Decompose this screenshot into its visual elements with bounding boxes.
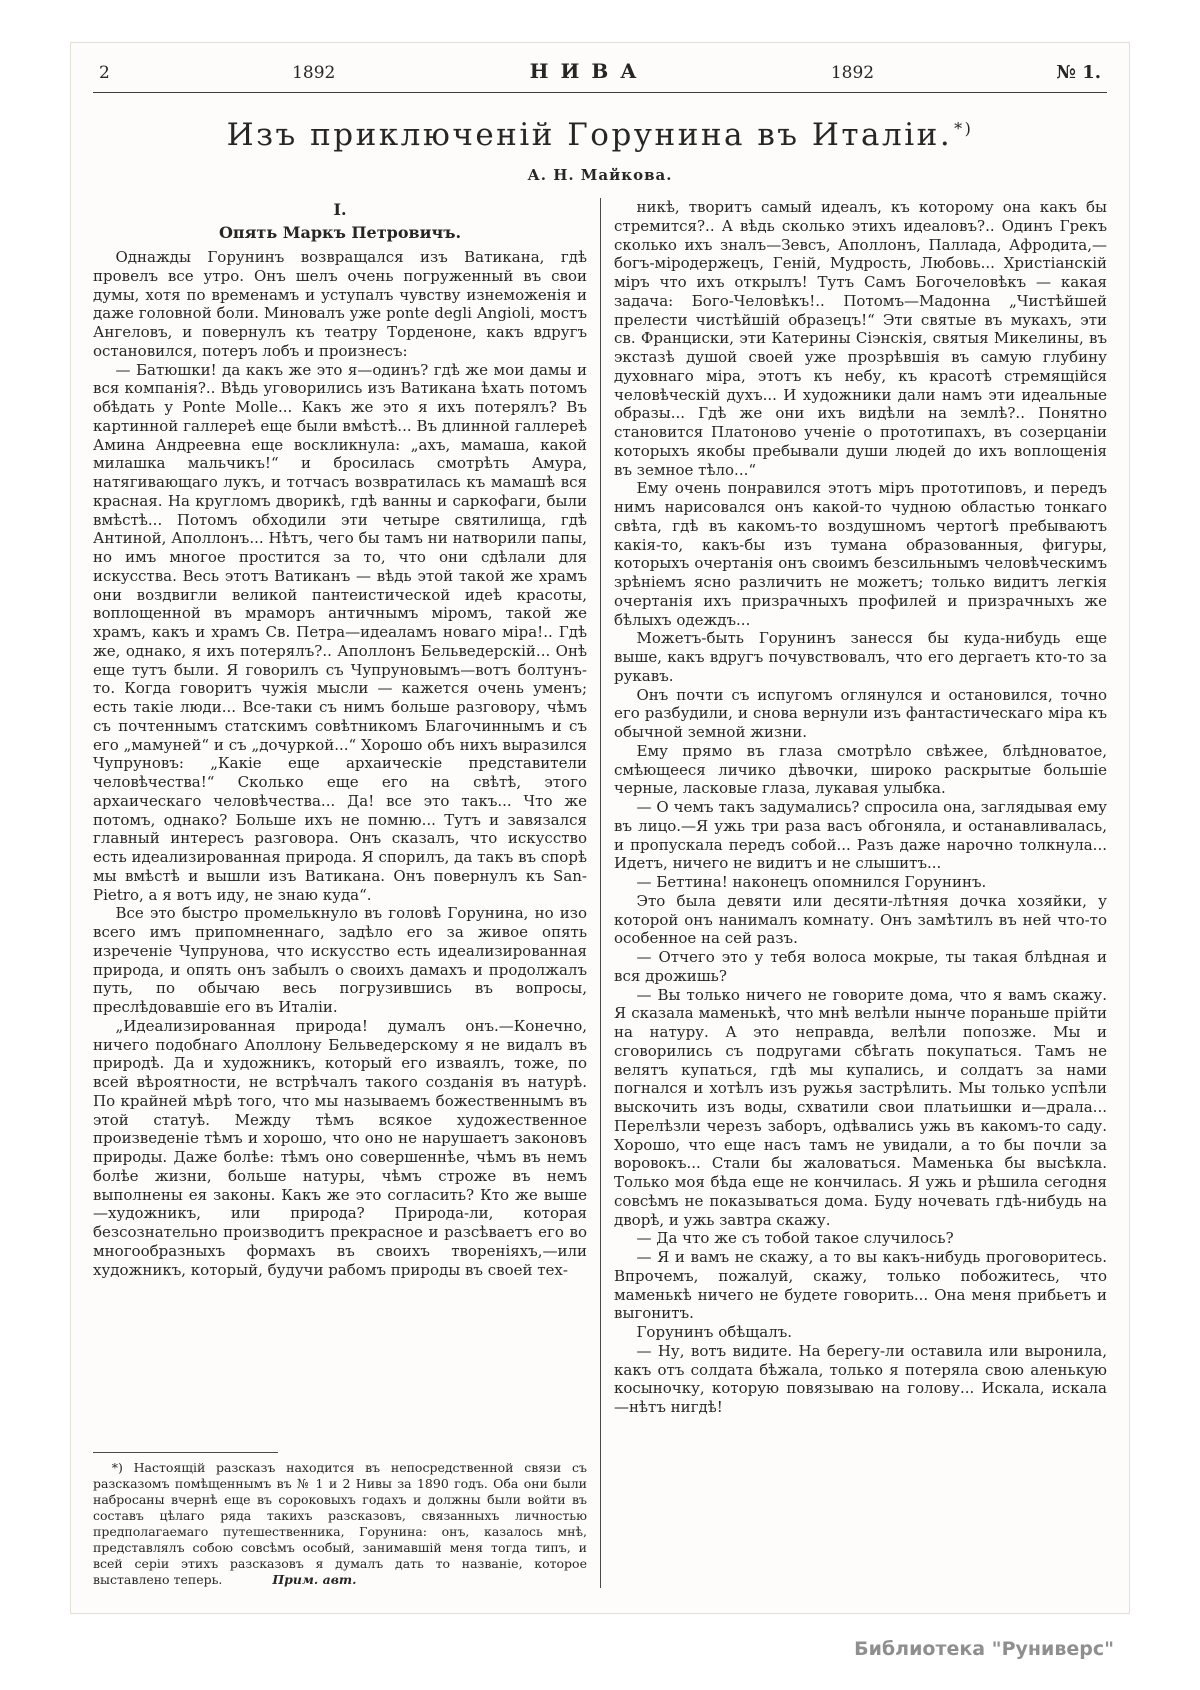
article-title-text: Изъ приключеній Горунина въ Италіи. xyxy=(226,117,953,153)
header-year-right: 1892 xyxy=(830,63,875,83)
paragraph: Горунинъ обѣщалъ. xyxy=(636,1323,793,1341)
paragraph: — Да что же съ тобой такое случилось? xyxy=(636,1229,954,1248)
article-title xyxy=(93,117,1107,153)
magazine-title: НИВА xyxy=(529,59,649,83)
article-columns xyxy=(93,198,1107,1588)
left-column xyxy=(93,198,600,1588)
right-column xyxy=(600,198,1107,1588)
paragraph: — О чемъ такъ задумались? спросила она, заглядывая ему въ лицо.—Я ужь три раза васъ обгоняла, и останавливалась, и пропускала передъ собой... Разъ даже нарочно толкнула... Идетъ, ничего не видитъ и не слышитъ... xyxy=(614,798,1107,873)
paragraph: Можетъ-быть Горунинъ занесся бы куда-нибудь еще выше, какъ вдругъ почувствовалъ, что его дергаетъ кто-то за рукавъ. xyxy=(614,629,1107,685)
issue-number: № 1. xyxy=(1056,62,1101,83)
left-column-text xyxy=(93,248,587,1279)
paragraph: Ему прямо въ глаза смотрѣло свѣжее, блѣдноватое, смѣющееся личико дѣвочки, широко раскрытые большіе черные, ласковые глаза, лукавая улыбка. xyxy=(614,741,1107,798)
paragraph: — Беттина! наконецъ опомнился Горунинъ. xyxy=(636,873,987,891)
footnote-signature: Прим. авт. xyxy=(272,1572,357,1587)
magazine-page xyxy=(70,42,1130,1614)
paragraph: — Отчего это у тебя волоса мокрые, ты такая блѣдная и вся дрожишь? xyxy=(614,948,1107,985)
header-year-left: 1892 xyxy=(292,63,336,83)
paragraph: Это была девяти или десяти-лѣтняя дочка хозяйки, у которой онъ нанималъ комнату. Онъ замѣтилъ въ ней что-то особенное на сей разъ. xyxy=(614,891,1107,948)
paragraph: Онъ почти съ испугомъ оглянулся и остановился, точно его разбудили, и снова вернули изъ фантастическаго міра къ обычной земной жизни. xyxy=(614,685,1107,741)
footnote-text: *) Настоящій разсказъ находится въ непосредственной связи съ разсказомъ помѣщеннымъ въ № 1 и 2 Нивы за 1890 годъ. Оба они были набросаны вчернѣ еще въ сороковыхъ годахъ и должны были войти въ составъ цѣлаго ряда такихъ разсказовъ, связанныхъ личностью предполагаемаго путешественника, Горунина: онъ, казалось мнѣ, представлялъ собою совсѣмъ особый, занимавшій меня тогда типъ, и всей серіи этихъ разсказовъ я думалъ дать то названіе, которое выставлено теперь. xyxy=(93,1460,587,1587)
paragraph: — Ну, вотъ видите. На берегу-ли оставила или выронила, какъ отъ солдата бѣжала, только я потеряла свою аленькую косыночку, которую повязываю на голову... Искала, искала—нѣтъ нигдѣ! xyxy=(614,1341,1107,1416)
watermark: Библиотека "Руниверс" xyxy=(842,1630,1126,1668)
paragraph: „Идеализированная природа! думалъ онъ.—Конечно, ничего подобнаго Аполлону Бельведерскому я не видалъ въ природѣ. Да и художникъ, который его изваялъ, тоже, по всей вѣроятности, не встрѣчалъ такого созданія въ натурѣ. По крайней мѣрѣ того, что мы называемъ божественнымъ въ этой статуѣ. Между тѣмъ всякое художественное произведеніе тѣмъ и хорошо, что оно не нарушаетъ законовъ природы. Даже болѣе: тѣмъ оно совершеннѣе, чѣмъ въ немъ болѣе жизни, больше натуры, чѣмъ строже въ немъ выполнены ея законы. Какъ же это согласить? Кто же выше—художникъ, или природа? Природа-ли, которая безсознательно производитъ прекрасное и разсѣваетъ его во многообразныхъ формахъ въ своихъ твореніяхъ,—или художникъ, который, будучи рабомъ природы въ своей тех- xyxy=(93,1016,587,1279)
chapter-title: Опять Маркъ Петровичъ. xyxy=(218,223,462,242)
right-column-text xyxy=(614,198,1107,1417)
footnote-mark: *) xyxy=(954,118,974,138)
paragraph: — Вы только ничего не говорите дома, что я вамъ скажу. Я сказала маменькѣ, что мнѣ велѣли нынче пораньше прійти на натуру. А это неправда, велѣли попозже. Мы и сговорились съ подругами сбѣгать покупаться. Тамъ не велятъ купаться, гдѣ мы купались, и солдатъ за нами погнался и хотѣлъ изъ ружья застрѣлить. Мы только успѣли выскочить изъ воды, схватили свои платьишки и—драла... Перелѣзли черезъ заборъ, одѣвались ужь въ какомъ-то саду. Хорошо, что еще насъ тамъ не увидали, а то бы почли за воровокъ... Стали бы жаловаться. Маменька бы высѣкла. Только моя бѣда еще не кончилась. Я ужь и рѣшила сегодня совсѣмъ не показываться дома. Буду ночевать гдѣ-нибудь на дворѣ, и ужь завтра скажу. xyxy=(614,985,1107,1229)
article-author: А. Н. Майкова. xyxy=(527,166,673,184)
paragraph: Ему очень понравился этотъ міръ прототиповъ, и передъ нимъ нарисовался онъ какой-то чудною областью тонкаго свѣта, гдѣ въ какомъ-то воздушномъ чертогѣ пребываютъ какія-то, какъ-бы изъ тумана образованныя, фигуры, которыхъ очертанія онъ своимъ безсильнымъ человѣческимъ зрѣніемъ ясно различить не можетъ; только видитъ легкія очертанія ихъ призрачныхъ профилей и призрачныхъ же бѣлыхъ одеждъ... xyxy=(614,479,1107,629)
paragraph: — Я и вамъ не скажу, а то вы какъ-нибудь проговоритесь. Впрочемъ, пожалуй, скажу, только побожитесь, что маменькѣ ничего не будете говорить... Она меня прибьетъ и выгонитъ. xyxy=(614,1248,1107,1323)
paragraph: Однажды Горунинъ возвращался изъ Ватикана, гдѣ провелъ все утро. Онъ шелъ очень погруженный въ свои думы, хотя по временамъ и уступалъ чувству изнеможенія и даже головной боли. Миновалъ уже ponte degli Angioli, мостъ Ангеловъ, и повернулъ къ театру Торденоне, какъ вдругъ остановился, потеръ лобъ и произнесъ: xyxy=(93,248,587,360)
footnote xyxy=(93,1460,587,1588)
paragraph: Все это быстро промелькнуло въ головѣ Горунина, но изо всего имъ припомненнаго, задѣло его за живое опять изреченіе Чупрунова, что искусство есть идеализированная природа, и опять онъ забылъ о своихъ дамахъ и продолжалъ путь, по обычаю весь погрузившись въ вопросы, преслѣдовавшіе его въ Италіи. xyxy=(93,904,587,1016)
paragraph: никѣ, творитъ самый идеалъ, къ которому она какъ бы стремится?.. А вѣдь сколько этихъ идеаловъ?.. Одинъ Грекъ сколько ихъ зналъ—Зевсъ, Аполлонъ, Паллада, Афродита,—богъ-міродержецъ, Геній, Мудрость, Любовь... Христіанскій міръ что ихъ открылъ! Тутъ Самъ Богочеловѣкъ — какая задача: Бого-Человѣкъ!.. Потомъ—Мадонна „Чистѣйшей прелести чистѣйшій образецъ!“ Эти святые въ мукахъ, эти св. Франциски, эти Катерины Сіэнскія, святыя Микелины, въ экстазѣ душой своей уже прозрѣвшія въ самую глубину духовнаго міра, этотъ къ небу, къ красотѣ стремящійся человѣческій духъ... И художники дали намъ эти идеальные образы... Гдѣ же они ихъ видѣли на землѣ?.. Понятно становится Платоново ученіе о прототипахъ, въ созерцаніи которыхъ якобы пребывали души людей до ихъ воплощенія въ земное тѣло...“ xyxy=(614,198,1107,479)
footnote-separator xyxy=(93,1452,278,1453)
page-header xyxy=(93,59,1107,93)
paragraph: — Батюшки! да какъ же это я—одинъ? гдѣ же мои дамы и вся компанія?.. Вѣдь уговорились изъ Ватикана ѣхать потомъ обѣдать у Ponte Molle... Какъ же это я ихъ потерялъ? Въ картинной галлереѣ еще были вмѣстѣ... Въ длинной галлереѣ Амина Андреевна еще воскликнула: „ахъ, мамаша, какой милашка мальчикъ!“ и бросилась смотрѣть Амура, натягивающаго лукъ, и тотчасъ возвратилась къ мамашѣ вся красная. На кругломъ дворикѣ, гдѣ ванны и саркофаги, были вмѣстѣ... Потомъ обходили эти четыре святилища, гдѣ Антиной, Аполлонъ... Нѣтъ, чего бы тамъ ни натворили папы, но имъ многое простится за то, что они сдѣлали для искусства. Весь этотъ Ватиканъ — вѣдь этой такой же храмъ они воздвигли великой пантеистической идеѣ красоты, воплощенной въ мраморъ античнымъ міромъ, такой же храмъ, какъ и храмъ Св. Петра—идеаламъ новаго міра!.. Гдѣ же, однако, я ихъ потерялъ?.. Аполлонъ Бельведерскій... Онѣ еще тутъ были. Я говорилъ съ Чупруновымъ—вотъ болтунъ-то. Когда говоритъ чужія мысли — кажется очень уменъ; есть такіе люди... Все-таки съ нимъ больше разговору, чѣмъ съ почтеннымъ статскимъ совѣтникомъ Благочиннымъ и съ его „мамуней“ и съ „дочуркой...“ Хорошо объ нихъ выразился Чупруновъ: „Какіе еще архаическіе представители человѣчества!“ Сколько еще его на свѣтѣ, этого архаическаго человѣчества... Да! все это такъ... Что же потомъ, однако? Больше ихъ не помню... Тутъ и завязался главный интересъ разговора. Онъ сказалъ, что искусство есть идеализированная природа. Я спорилъ, да такъ въ спорѣ мы вмѣстѣ и вышли изъ Ватикана. Онъ повернулъ къ San-Pietro, а я вотъ иду, не знаю куда“. xyxy=(93,360,587,904)
page-number: 2 xyxy=(99,63,110,83)
chapter-number: I. xyxy=(333,200,347,219)
